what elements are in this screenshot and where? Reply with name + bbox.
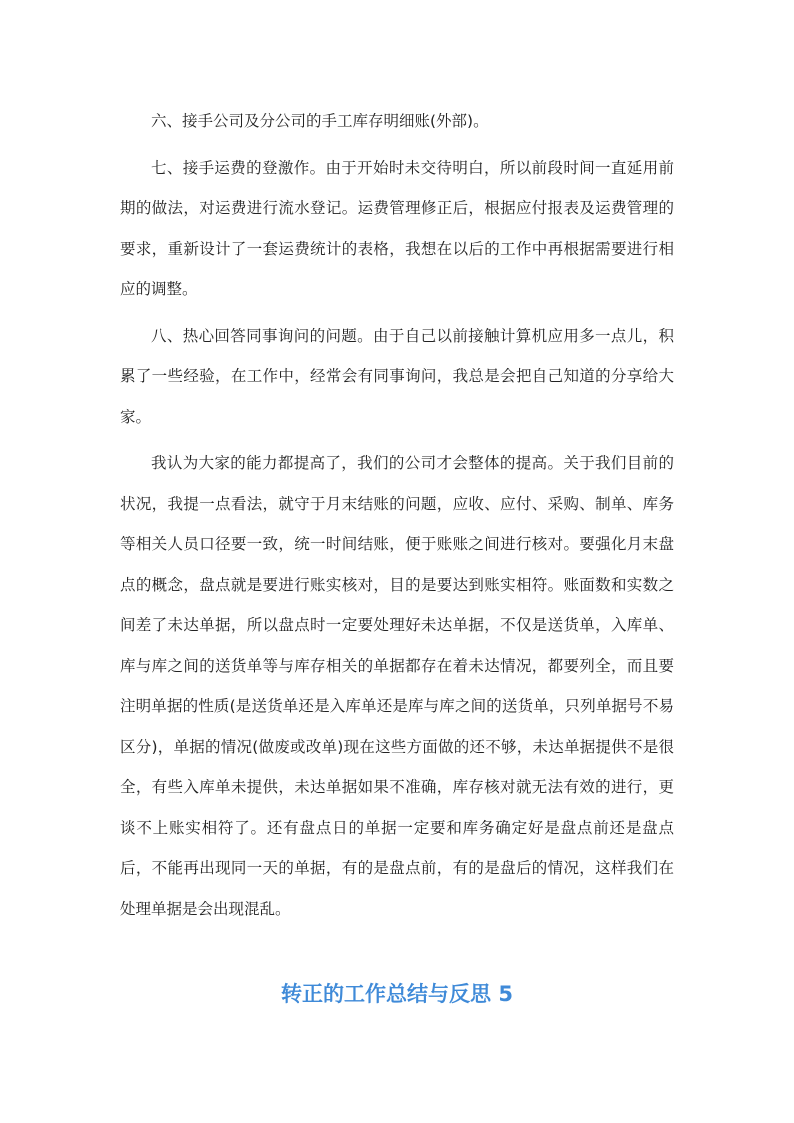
paragraph-item-6: 六、接手公司及分公司的手工库存明细账(外部)。 [151,112,489,130]
paragraph-opinion: 我认为大家的能力都提高了，我们的公司才会整体的提高。关于我们目前的状况，我提一点看法，就守于月末结账的问题，应收、应付、采购、制单、库务等相关人员口径要一致，统一时间结账，便于账账之间进行核对。要强化月末盘点的概念，盘点就是要进行账实核对，目的是要达到账实相符。账面数和实数之间差了未达单据，所以盘点时一定要处理好未达单据，不仅是送货单，入库单、库与库之间的送货单等与库存相关的单据都存在着未达情况，都要列全，而且要注明单据的性质(是送货单还是入库单还是库与库之间的送货单，只列单据号不易区分)，单据的情况(做废或改单)现在这些方面做的还不够，未达单据提供不是很全，有些入库单未提供，未达单据如果不准确，库存核对就无法有效的进行，更谈不上账实相符了。还有盘点日的单据一定要和库务确定好是盘点前还是盘点后，不能再出现同一天的单据，有的是盘点前，有的是盘后的情况，这样我们在处理单据是会出现混乱。 [120,454,674,918]
paragraph-item-7: 七、接手运费的登激作。由于开始时未交待明白，所以前段时间一直延用前期的做法，对运费进行流水登记。运费管理修正后，根据应付报表及运费管理的要求，重新设计了一套运费统计的表格，我想在以后的工作中再根据需要进行相应的调整。 [120,158,674,298]
document-body [120,101,674,935]
paragraph-item-8: 八、热心回答同事询问的问题。由于自己以前接触计算机应用多一点儿，积累了一些经验，在工作中，经常会有同事询问，我总是会把自己知道的分享给大家。 [120,326,674,426]
section-heading: 转正的工作总结与反思 5 [281,982,513,1006]
